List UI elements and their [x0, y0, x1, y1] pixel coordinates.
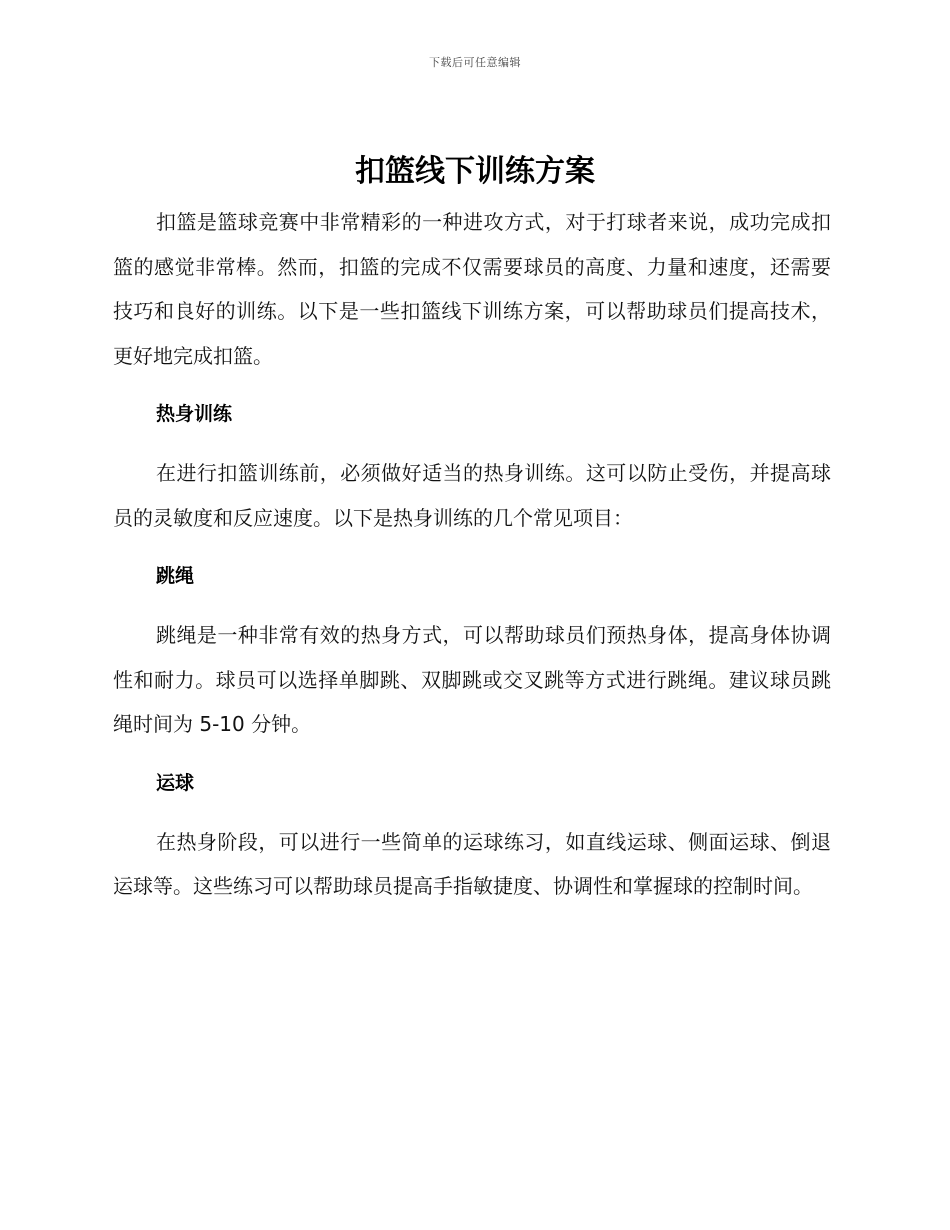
- page-header-note: 下载后可任意编辑: [429, 56, 521, 69]
- section-body-dribbling: 在热身阶段，可以进行一些简单的运球练习，如直线运球、侧面运球、倒退运球等。这些练习可以帮助球员提高手指敏捷度、协调性和掌握球的控制时间。: [113, 829, 831, 898]
- document-body: [113, 200, 831, 909]
- section-body-jump-rope: 跳绳是一种非常有效的热身方式，可以帮助球员们预热身体，提高身体协调性和耐力。球员可以选择单脚跳、双脚跳或交叉跳等方式进行跳绳。建议球员跳绳时间为 5-10 分钟。: [113, 623, 831, 736]
- section-heading-jump-rope: 跳绳: [156, 565, 195, 587]
- section-heading-dribbling: 运球: [156, 771, 195, 794]
- document-title: 扣篮线下训练方案: [355, 154, 595, 189]
- section-body-warmup: 在进行扣篮训练前，必须做好适当的热身训练。这可以防止受伤，并提高球员的灵敏度和反应速度。以下是热身训练的几个常见项目：: [113, 461, 831, 530]
- intro-paragraph: 扣篮是篮球竞赛中非常精彩的一种进攻方式，对于打球者来说，成功完成扣篮的感觉非常棒。然而，扣篮的完成不仅需要球员的高度、力量和速度，还需要技巧和良好的训练。以下是一些扣篮线下训练方案，可以帮助球员们提高技术，更好地完成扣篮。: [113, 210, 831, 368]
- section-heading-warmup: 热身训练: [156, 403, 233, 425]
